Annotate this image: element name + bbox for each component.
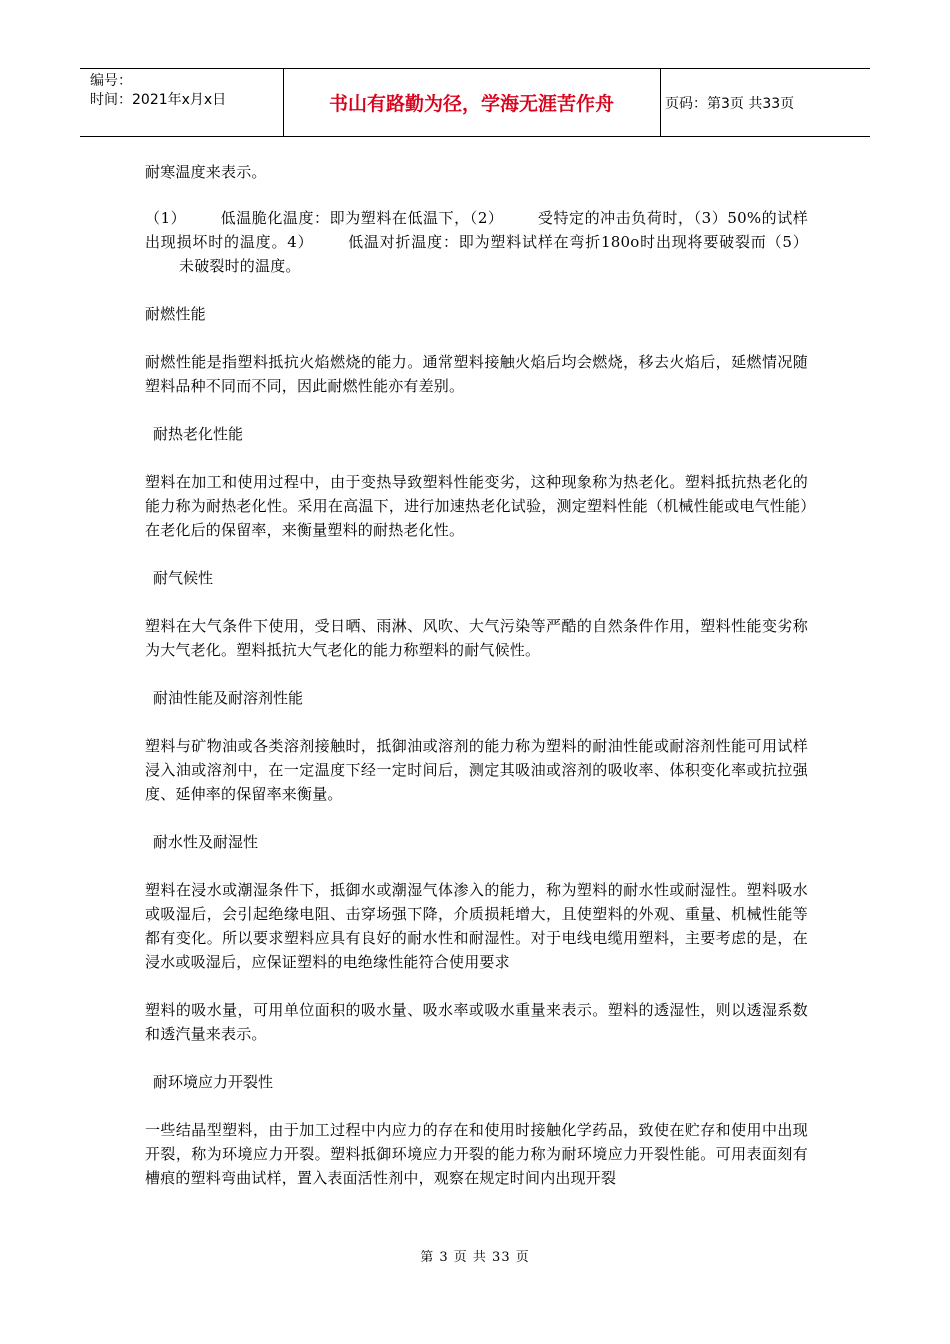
section-heading: 耐油性能及耐溶剂性能 — [153, 689, 304, 707]
page-footer: 第 3 页 共 33 页 — [420, 1250, 530, 1265]
page-header — [80, 68, 870, 137]
section-heading: 耐燃性能 — [145, 305, 206, 323]
paragraph: 塑料与矿物油或各类溶剂接触时，抵御油或溶剂的能力称为塑料的耐油性能或耐溶剂性能可用试样浸入油或溶剂中，在一定温度下经一定时间后，测定其吸油或溶剂的吸收率、体积变化率或抗拉强度、延伸率的保留率来衡量。 — [145, 737, 808, 803]
paragraph-segment: 未破裂时的温度。 — [179, 257, 301, 275]
paragraph: 塑料在浸水或潮湿条件下，抵御水或潮湿气体渗入的能力，称为塑料的耐水性或耐湿性。塑料吸水或吸湿后，会引起绝缘电阻、击穿场强下降，介质损耗增大，且使塑料的外观、重量、机械性能等都有变化。所以要求塑料应具有良好的耐水性和耐湿性。对于电线电缆用塑料，主要考虑的是，在浸水或吸湿后，应保证塑料的电绝缘性能符合使用要求 — [145, 881, 808, 971]
paragraph: 塑料在大气条件下使用，受日晒、雨淋、风吹、大气污染等严酷的自然条件作用，塑料性能变劣称为大气老化。塑料抵抗大气老化的能力称塑料的耐气候性。 — [145, 617, 808, 659]
paragraph-low-temp — [145, 206, 808, 278]
header-meta — [90, 72, 226, 110]
section-heading: 耐环境应力开裂性 — [153, 1073, 274, 1091]
paragraph-segment: 受特定的冲击负荷时，（3） — [537, 209, 728, 227]
paragraph: 耐寒温度来表示。 — [145, 163, 267, 181]
header-motto: 书山有路勤为径，学海无涯苦作舟 — [328, 93, 614, 115]
section-heading: 耐热老化性能 — [153, 425, 244, 443]
document-number-label: 编号： — [90, 73, 132, 89]
section-heading: 耐水性及耐湿性 — [153, 833, 259, 851]
paragraph: 塑料的吸水量，可用单位面积的吸水量、吸水率或吸水重量来表示。塑料的透湿性，则以透湿系数和透汽量来表示。 — [145, 1001, 808, 1043]
paragraph-segment: 低温对折温度：即为塑料试样在弯折180o时出现将要破裂而（5） — [347, 233, 808, 251]
document-body — [145, 160, 808, 1190]
list-marker: （1） — [145, 209, 187, 227]
paragraph: 塑料在加工和使用过程中，由于变热导致塑料性能变劣，这种现象称为热老化。塑料抵抗热老化的能力称为耐热老化性。采用在高温下，进行加速热老化试验，测定塑料性能（机械性能或电气性能）在老化后的保留率，来衡量塑料的耐热老化性。 — [145, 473, 808, 539]
header-page-info: 页码：第3页 共33页 — [665, 96, 795, 112]
paragraph: 耐燃性能是指塑料抵抗火焰燃烧的能力。通常塑料接触火焰后均会燃烧，移去火焰后，延燃情况随塑料品种不同而不同，因此耐燃性能亦有差别。 — [145, 353, 808, 395]
paragraph: 一些结晶型塑料，由于加工过程中内应力的存在和使用时接触化学药品，致使在贮存和使用中出现开裂，称为环境应力开裂。塑料抵御环境应力开裂的能力称为耐环境应力开裂性能。可用表面刻有槽痕的塑料弯曲试样，置入表面活性剂中，观察在规定时间内出现开裂 — [145, 1121, 808, 1187]
section-heading: 耐气候性 — [153, 569, 214, 587]
document-date-label: 时间：2021年x月x日 — [90, 92, 227, 108]
header-divider-right — [660, 69, 661, 136]
paragraph-segment: 50%的试样出现损坏时的温度。4） — [145, 209, 808, 251]
paragraph-segment: 低温脆化温度：即为塑料在低温下，（2） — [220, 209, 504, 227]
